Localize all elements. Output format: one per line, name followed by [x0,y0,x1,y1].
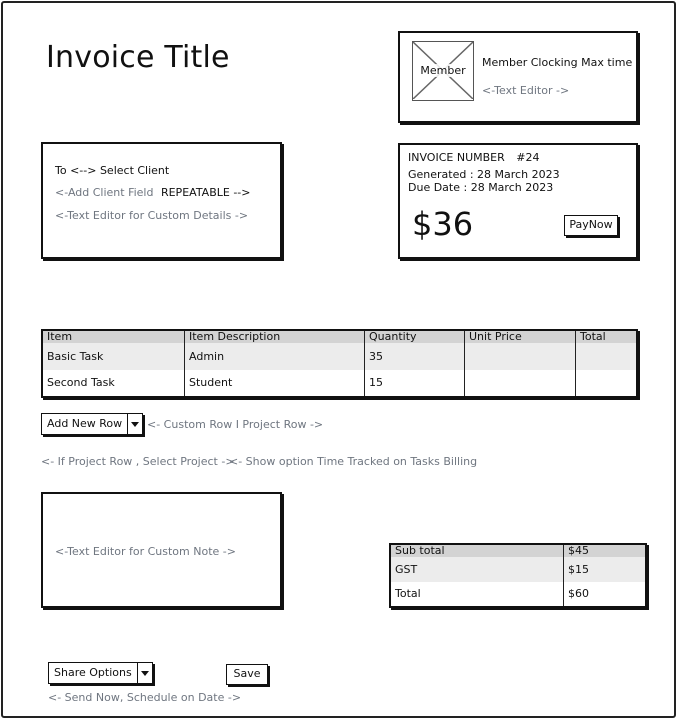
header-item-description: Item Description [185,331,365,343]
due-date: Due Date : 28 March 2023 [408,181,554,194]
items-table [41,329,638,398]
total-label: Total [391,582,564,607]
table-row[interactable] [43,370,636,397]
generated-date: Generated : 28 March 2023 [408,168,560,181]
pay-now-button[interactable]: PayNow [564,215,618,236]
member-box [398,31,638,123]
member-image-label: Member [413,64,473,77]
subtotal-value: $45 [564,545,646,557]
cell-quantity[interactable]: 35 [365,343,465,370]
chevron-down-icon[interactable] [138,663,152,683]
member-clocking-text: Member Clocking Max time [482,56,633,69]
member-image-placeholder[interactable] [412,41,474,101]
member-editor-hint[interactable]: <-Text Editor -> [482,84,570,97]
share-options-label: Share Options [49,663,138,683]
gst-label: GST [391,557,564,582]
add-client-field-line[interactable] [55,186,250,199]
header-unit-price: Unit Price [465,331,576,343]
select-client-line[interactable]: To <--> Select Client [55,164,170,177]
invoice-number-value: #24 [516,151,540,164]
invoice-number-line [408,151,539,164]
invoice-title[interactable]: Invoice Title [46,40,230,75]
chevron-down-icon[interactable] [128,414,142,434]
custom-row-hint: <- Custom Row I Project Row -> [147,418,324,431]
cell-unit-price[interactable] [465,343,576,370]
cell-total[interactable] [576,343,637,370]
subtotal-label: Sub total [391,545,564,557]
cell-item[interactable]: Basic Task [43,343,185,370]
totals-row-total [391,582,645,607]
invoice-info-box [398,143,638,259]
add-new-row-label: Add New Row [42,414,128,434]
save-button[interactable]: Save [226,664,268,685]
total-value: $60 [568,587,589,601]
add-new-row-dropdown[interactable] [41,413,143,435]
invoice-number-label: INVOICE NUMBER [408,151,505,164]
send-schedule-hint: <- Send Now, Schedule on Date -> [48,691,242,704]
invoice-amount: $36 [412,205,474,243]
gst-value: $15 [564,557,646,582]
custom-note-hint: <-Text Editor for Custom Note -> [55,545,236,558]
cell-quantity[interactable]: 15 [365,370,465,397]
share-options-dropdown[interactable] [48,662,153,684]
custom-note-box[interactable] [41,492,282,608]
cell-unit-price[interactable] [465,370,576,397]
table-row[interactable] [43,343,636,370]
totals-row-subtotal [391,545,645,557]
client-box [41,142,282,259]
add-client-field-hint: <-Add Client Field [55,186,154,199]
items-table-header-row [43,331,636,343]
totals-table [389,543,647,608]
cell-item[interactable]: Second Task [43,370,185,397]
cell-description[interactable]: Student [185,370,365,397]
cell-description[interactable]: Admin [185,343,365,370]
header-total: Total [576,331,637,343]
header-item: Item [43,331,185,343]
custom-details-hint[interactable]: <-Text Editor for Custom Details -> [55,209,249,222]
header-quantity: Quantity [365,331,465,343]
project-row-hint: <- If Project Row , Select Project -> [41,455,235,468]
time-tracked-hint: <- Show option Time Tracked on Tasks Billing [229,455,478,468]
totals-row-gst [391,557,645,582]
cell-total[interactable] [576,370,637,397]
repeatable-label: REPEATABLE --> [160,186,251,199]
